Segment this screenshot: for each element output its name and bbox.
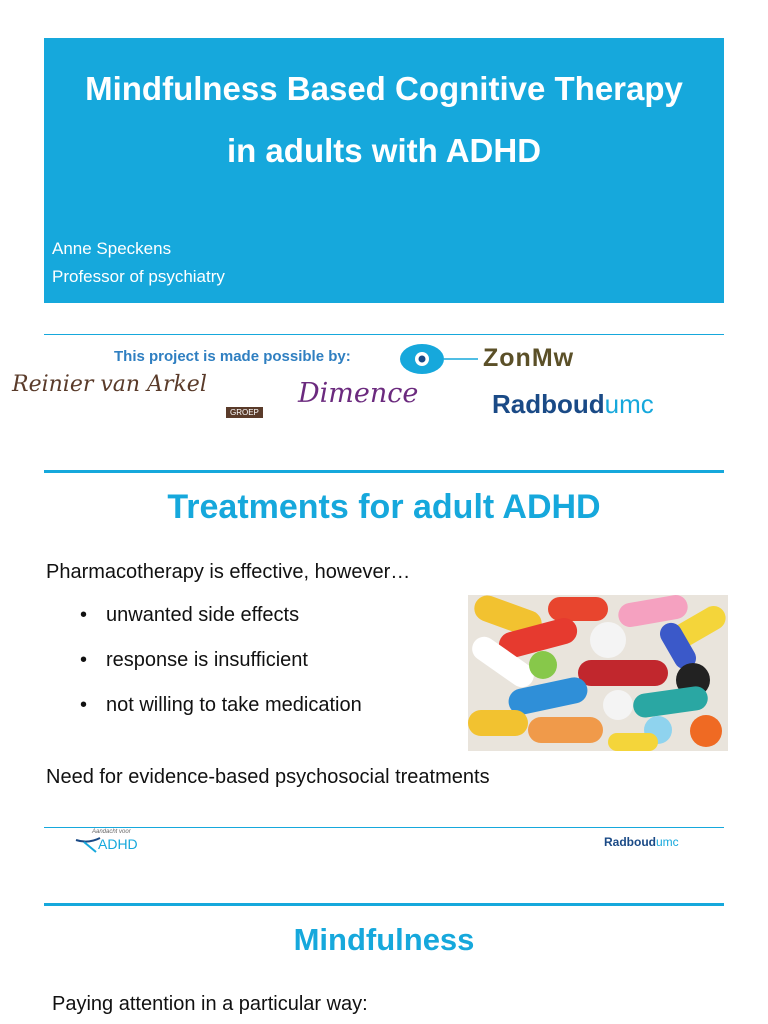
footer-radboudumc-logo: [604, 835, 679, 849]
author-block: [52, 235, 225, 291]
title-line-2: in adults with ADHD: [226, 132, 542, 169]
bullet-item: • unwanted side effects: [80, 600, 362, 645]
title-line-1: Mindfulness Based Cognitive Therapy: [85, 70, 683, 107]
slide-divider: [44, 470, 724, 473]
radboudumc-logo: [492, 389, 654, 420]
pills-photo: [468, 595, 728, 751]
author-name: Anne Speckens: [52, 239, 172, 258]
sponsor-note: This project is made possible by:: [114, 348, 351, 365]
bullet-list: [80, 600, 362, 735]
reinier-groep-label: GROEP: [226, 407, 263, 418]
slide2-heading: Treatments for adult ADHD: [167, 488, 601, 526]
slide-divider: [44, 903, 724, 906]
footer-radboud-word: Radboud: [604, 835, 656, 849]
bullet-item: • response is insufficient: [80, 645, 362, 690]
radboud-word: Radboud: [492, 389, 605, 419]
title-banner: [44, 38, 724, 303]
zonmw-logo-text: ZonMw: [483, 344, 575, 372]
reinier-van-arkel-logo: Reinier van Arkel: [12, 372, 207, 397]
footer-umc-word: umc: [656, 835, 679, 849]
zonmw-logo-icon: [398, 342, 480, 376]
dimence-logo: Dimence: [298, 378, 419, 409]
slide2-intro: Pharmacotherapy is effective, however…: [46, 561, 411, 583]
slide-title: [44, 58, 724, 182]
slide3-intro: Paying attention in a particular way:: [52, 993, 368, 1015]
slide2-conclusion: Need for evidence-based psychosocial treatments: [46, 766, 490, 788]
slide3-heading: Mindfulness: [293, 922, 475, 957]
umc-word: umc: [604, 389, 654, 419]
divider: [44, 334, 724, 335]
footer-adhd-logo: ADHD: [98, 836, 138, 852]
footer-adhd-tagline: Aandacht voor: [92, 829, 131, 835]
author-role: Professor of psychiatry: [52, 267, 225, 286]
bullet-item: • not willing to take medication: [80, 690, 362, 735]
footer-divider: [44, 827, 724, 828]
